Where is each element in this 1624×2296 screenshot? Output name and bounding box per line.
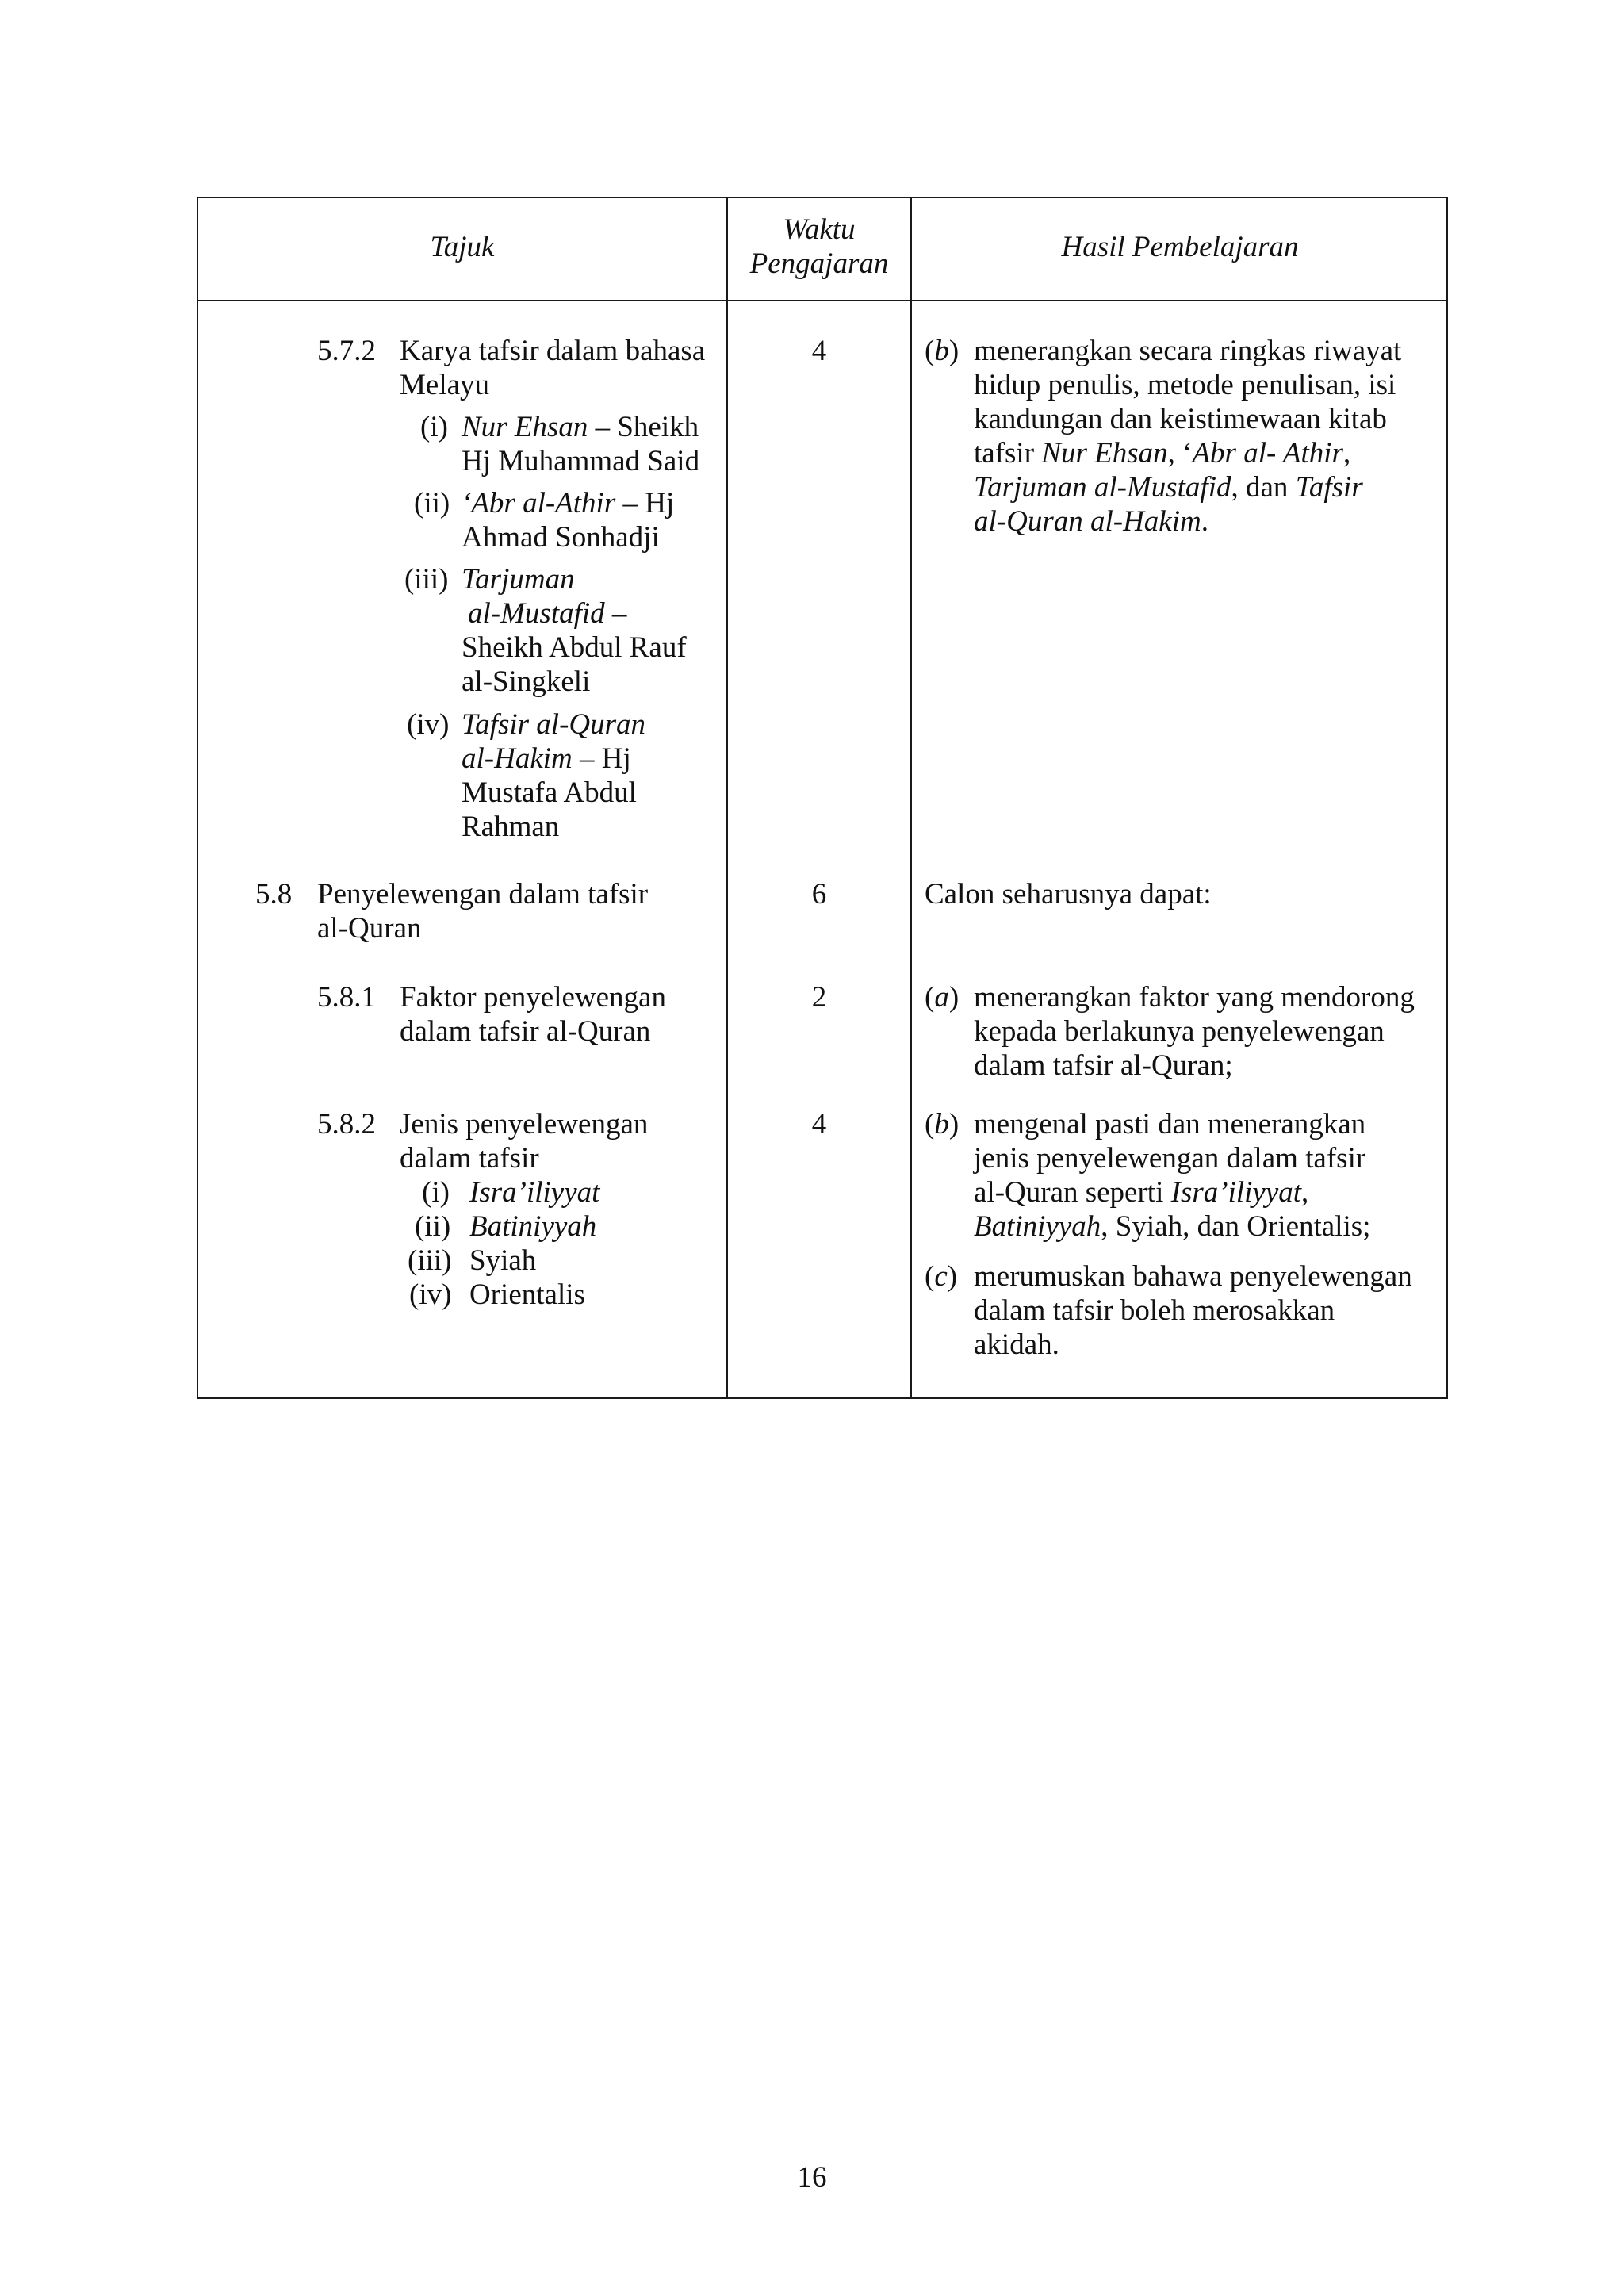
row-572-number: 5.7.2 xyxy=(317,335,376,367)
row-572-outcome-line1: menerangkan secara ringkas riwayat xyxy=(974,335,1402,367)
row-572-item-iv-label: (iv) xyxy=(407,708,450,741)
row-581-title-line2: dalam tafsir al-Quran xyxy=(400,1015,651,1048)
row-582-hours: 4 xyxy=(811,1108,827,1140)
row-581-outcome-line3: dalam tafsir al-Quran; xyxy=(974,1049,1233,1082)
row-582-outcome-b-label: (b) xyxy=(925,1108,959,1140)
row-58-title-line1: Penyelewengan dalam tafsir xyxy=(317,878,649,910)
row-58-title-line2: al-Quran xyxy=(317,912,422,945)
row-582-title-line1: Jenis penyelewengan xyxy=(400,1108,649,1140)
row-582-outcome-b-line2: jenis penyelewengan dalam tafsir xyxy=(974,1142,1366,1175)
page-number: 16 xyxy=(797,2161,827,2194)
row-582-outcome-b-line3: al-Quran seperti Isra’iliyyat, xyxy=(974,1176,1309,1209)
row-572-title-line1: Karya tafsir dalam bahasa xyxy=(400,335,706,367)
row-582-outcome-c-label: (c) xyxy=(925,1260,958,1293)
row-582-item-iv-label: (iv) xyxy=(409,1278,452,1311)
row-572-item-ii-line2: Ahmad Sonhadji xyxy=(462,521,660,554)
header-hasil: Hasil Pembelajaran xyxy=(1061,231,1299,263)
row-572-item-i-line1: Nur Ehsan – Sheikh xyxy=(462,411,699,443)
row-582-outcome-c-line3: akidah. xyxy=(974,1328,1059,1361)
row-572-outcome-line6: al-Quran al-Hakim. xyxy=(974,505,1208,538)
header-waktu-line1: Waktu xyxy=(783,213,856,246)
row-582-item-iv-text: Orientalis xyxy=(469,1278,585,1311)
row-572-item-iv-line3: Mustafa Abdul xyxy=(462,776,637,809)
row-58-outcome: Calon seharusnya dapat: xyxy=(925,878,1212,910)
row-582-number: 5.8.2 xyxy=(317,1108,376,1140)
header-waktu-line2: Pengajaran xyxy=(749,247,889,280)
row-581-outcome-line2: kepada berlakunya penyelewengan xyxy=(974,1015,1385,1048)
row-572-item-iv-line4: Rahman xyxy=(462,811,560,843)
row-572-hours: 4 xyxy=(811,335,827,367)
row-581-title-line1: Faktor penyelewengan xyxy=(400,981,666,1014)
row-581-outcome-line1: menerangkan faktor yang mendorong xyxy=(974,981,1415,1014)
row-581-outcome-label: (a) xyxy=(925,981,959,1014)
row-572-item-iii-line4: al-Singkeli xyxy=(462,665,591,698)
row-582-item-ii-label: (ii) xyxy=(415,1210,451,1243)
row-572-outcome-line3: kandungan dan keistimewaan kitab xyxy=(974,403,1387,435)
row-582-outcome-b-line1: mengenal pasti dan menerangkan xyxy=(974,1108,1366,1140)
row-58-number: 5.8 xyxy=(255,878,293,910)
row-572-item-i-line2: Hj Muhammad Said xyxy=(462,445,700,477)
row-581-number: 5.8.1 xyxy=(317,981,376,1014)
row-572-item-iv-line1: Tafsir al-Quran xyxy=(462,708,646,741)
column-divider-2 xyxy=(910,197,912,1399)
header-tajuk: Tajuk xyxy=(430,231,495,263)
row-582-outcome-c-line1: merumuskan bahawa penyelewengan xyxy=(974,1260,1412,1293)
row-572-outcome-line4: tafsir Nur Ehsan, ‘Abr al- Athir, xyxy=(974,437,1351,470)
column-divider-1 xyxy=(726,197,728,1399)
row-582-outcome-b-line4: Batiniyyah, Syiah, dan Orientalis; xyxy=(974,1210,1371,1243)
row-572-item-ii-line1: ‘Abr al-Athir – Hj xyxy=(462,487,675,519)
row-572-item-iii-line1: Tarjuman xyxy=(462,563,575,596)
row-582-item-iii-label: (iii) xyxy=(408,1244,452,1277)
row-572-item-ii-label: (ii) xyxy=(414,487,450,519)
row-572-outcome-line2: hidup penulis, metode penulisan, isi xyxy=(974,369,1396,401)
header-divider xyxy=(197,300,1448,301)
row-572-item-iii-label: (iii) xyxy=(404,563,449,596)
row-581-hours: 2 xyxy=(811,981,827,1014)
row-582-item-ii-text: Batiniyyah xyxy=(469,1210,597,1243)
row-572-item-i-label: (i) xyxy=(420,411,448,443)
row-572-item-iv-line2: al-Hakim – Hj xyxy=(462,742,631,775)
row-572-outcome-line5: Tarjuman al-Mustafid, dan Tafsir xyxy=(974,471,1363,504)
row-572-item-iii-line3: Sheikh Abdul Rauf xyxy=(462,631,687,664)
row-582-item-i-text: Isra’iliyyat xyxy=(469,1176,600,1209)
row-582-outcome-c-line2: dalam tafsir boleh merosakkan xyxy=(974,1294,1335,1327)
row-582-item-iii-text: Syiah xyxy=(469,1244,537,1277)
row-572-outcome-label: (b) xyxy=(925,335,959,367)
row-582-title-line2: dalam tafsir xyxy=(400,1142,539,1175)
row-572-item-iii-line2: al-Mustafid – xyxy=(468,597,627,630)
row-572-title-line2: Melayu xyxy=(400,369,490,401)
row-58-hours: 6 xyxy=(811,878,827,910)
row-582-item-i-label: (i) xyxy=(422,1176,450,1209)
